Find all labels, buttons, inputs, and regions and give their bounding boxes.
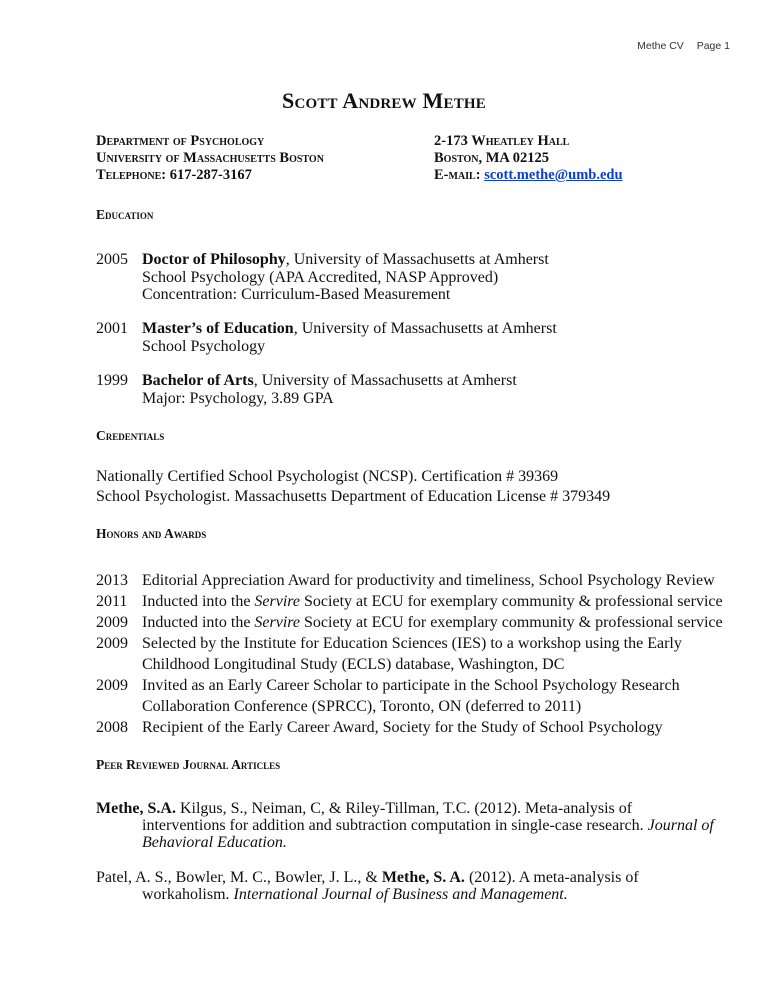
- degree: Bachelor of Arts: [142, 372, 254, 389]
- office-room: 2-173 Wheatley Hall: [434, 133, 570, 149]
- award-year: 2009: [96, 614, 128, 631]
- award-year: 2011: [96, 593, 128, 610]
- doc-label: Methe CV: [637, 40, 684, 52]
- section-honors: Honors and Awards: [96, 526, 207, 541]
- award-text: Selected by the Institute for Education Sciences (IES) to a workshop using the Early Childhood Longitudinal Study (ECLS) database, Washington, DC: [142, 635, 682, 673]
- award-text: Invited as an Early Career Scholar to participate in the School Psychology Research Collaboration Conference (SPRCC), Toronto, ON (deferred to 2011): [142, 677, 680, 715]
- concentration: Concentration: Curriculum-Based Measurement: [142, 286, 451, 303]
- contact-right: [434, 133, 623, 184]
- telephone-line: [96, 167, 324, 184]
- section-articles: Peer Reviewed Journal Articles: [96, 757, 281, 772]
- department: Department of Psychology: [96, 133, 265, 149]
- award-text: Editorial Appreciation Award for productivity and timeliness, School Psychology Review: [142, 572, 715, 589]
- award-year: 2009: [96, 635, 128, 652]
- award-year: 2013: [96, 572, 128, 589]
- city-zip: Boston, MA 02125: [434, 150, 549, 166]
- award-year: 2008: [96, 719, 128, 736]
- contact-left: [96, 133, 324, 184]
- cv-name: Scott Andrew Methe: [282, 88, 486, 113]
- education-year: 2001: [96, 320, 128, 337]
- email-label: E-mail:: [434, 167, 481, 183]
- degree: Master’s of Education: [142, 320, 294, 337]
- institution: , University of Massachusetts at Amherst: [285, 251, 549, 268]
- award-text: Inducted into the Servire Society at ECU for exemplary community & professional service: [142, 593, 723, 610]
- education-year: 2005: [96, 251, 128, 268]
- section-credentials: Credentials: [96, 428, 165, 443]
- degree: Doctor of Philosophy: [142, 251, 286, 268]
- credential-item: School Psychologist. Massachusetts Department of Education License # 379349: [96, 488, 611, 505]
- award-text: Inducted into the Servire Society at ECU for exemplary community & professional service: [142, 614, 723, 631]
- article-citation: Patel, A. S., Bowler, M. C., Bowler, J. L., & Methe, S. A. (2012). A meta-analysis of workaholism. International Journal of Business and Management.: [96, 869, 639, 903]
- education-year: 1999: [96, 372, 128, 389]
- email-line: [434, 167, 623, 184]
- award-text: Recipient of the Early Career Award, Society for the Study of School Psychology: [142, 719, 663, 736]
- telephone-label: Telephone:: [96, 167, 167, 183]
- email-link[interactable]: scott.methe@umb.edu: [484, 167, 623, 183]
- university: University of Massachusetts Boston: [96, 150, 324, 166]
- institution: , University of Massachusetts at Amherst: [253, 372, 517, 389]
- telephone-value: 617-287-3167: [169, 167, 252, 183]
- section-education: Education: [96, 207, 154, 222]
- award-year: 2009: [96, 677, 128, 694]
- program: School Psychology (APA Accredited, NASP Approved): [142, 268, 499, 286]
- institution: , University of Massachusetts at Amherst: [293, 320, 557, 337]
- program: Major: Psychology, 3.89 GPA: [142, 389, 334, 407]
- article-citation: Methe, S.A. Kilgus, S., Neiman, C, & Riley-Tillman, T.C. (2012). Meta-analysis of interventions for addition and subtraction computation in single-case research. Journal of Behavioral Education.: [96, 800, 714, 851]
- program: School Psychology: [142, 337, 266, 355]
- credential-item: Nationally Certified School Psychologist (NCSP). Certification # 39369: [96, 468, 559, 485]
- page-number: Page 1: [696, 40, 730, 52]
- page-header: [627, 40, 730, 52]
